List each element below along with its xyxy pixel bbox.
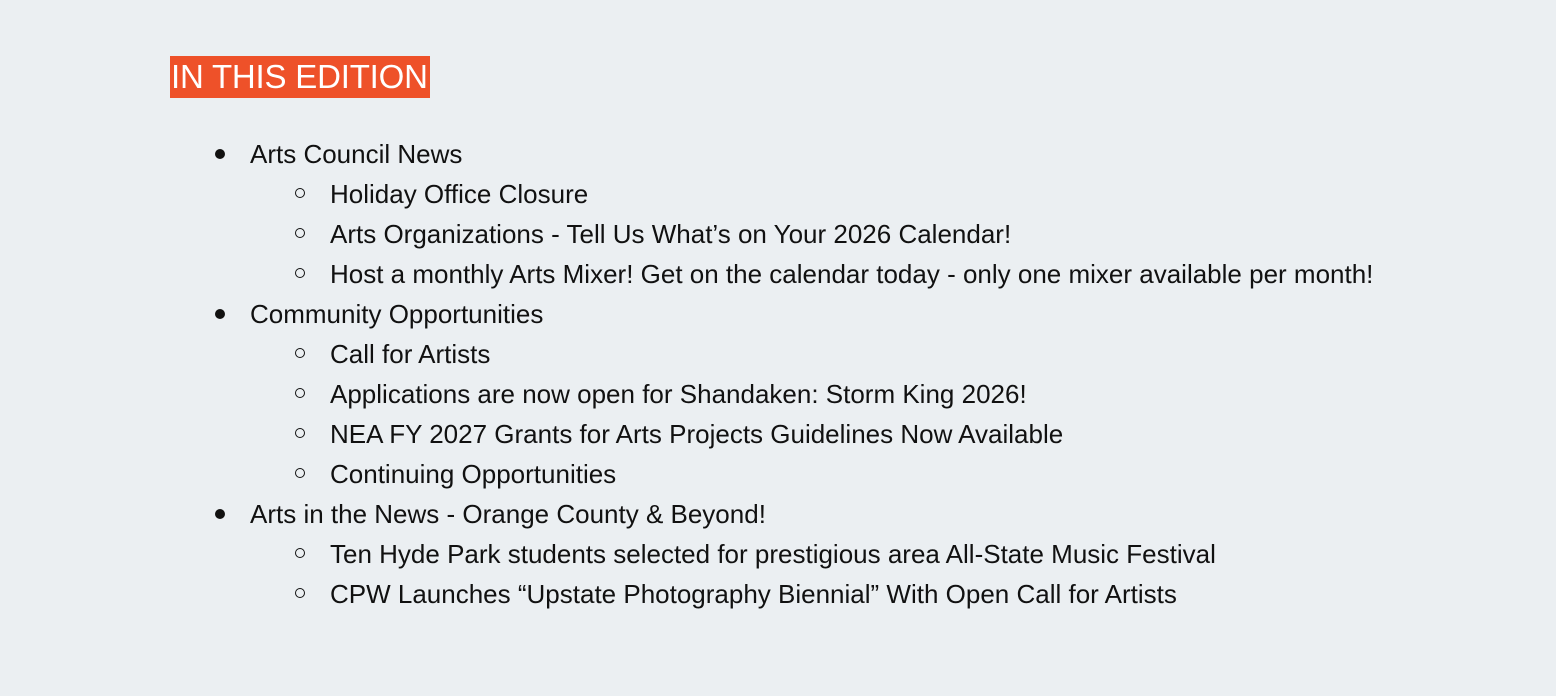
- toc-link-shandaken-storm-king[interactable]: Applications are now open for Shandaken: Storm King 2026!: [330, 379, 1027, 409]
- toc-link-holiday-office-closure[interactable]: Holiday Office Closure: [330, 179, 589, 209]
- toc-link-nea-grants[interactable]: NEA FY 2027 Grants for Arts Projects Guidelines Now Available: [330, 419, 1064, 449]
- toc-link-arts-mixer[interactable]: Host a monthly Arts Mixer! Get on the calendar today - only one mixer available per month!: [330, 259, 1374, 289]
- toc-section-arts-council-news: [250, 134, 1400, 294]
- list-item: [330, 574, 1400, 614]
- toc-link-call-for-artists[interactable]: Call for Artists: [330, 339, 491, 369]
- toc-link-cpw-photography-biennial[interactable]: CPW Launches “Upstate Photography Biennial” With Open Call for Artists: [330, 579, 1177, 609]
- list-item: [330, 454, 1400, 494]
- list-item: [330, 414, 1400, 454]
- table-of-contents: [250, 134, 1400, 614]
- list-item: [330, 174, 1400, 214]
- subsection-list: [250, 174, 1400, 294]
- list-item: [330, 374, 1400, 414]
- list-item: [330, 254, 1400, 294]
- toc-section-arts-in-the-news: [250, 494, 1400, 614]
- section-link-community-opportunities[interactable]: Community Opportunities: [250, 299, 544, 329]
- section-link-arts-in-the-news[interactable]: Arts in the News - Orange County & Beyond!: [250, 499, 766, 529]
- toc-link-arts-organizations-calendar[interactable]: Arts Organizations - Tell Us What’s on Your 2026 Calendar!: [330, 219, 1012, 249]
- section-link-arts-council-news[interactable]: Arts Council News: [250, 139, 463, 169]
- subsection-list: [250, 534, 1400, 614]
- edition-heading: IN THIS EDITION: [170, 56, 430, 98]
- subsection-list: [250, 334, 1400, 494]
- list-item: [330, 534, 1400, 574]
- list-item: [330, 214, 1400, 254]
- toc-link-continuing-opportunities[interactable]: Continuing Opportunities: [330, 459, 617, 489]
- toc-section-community-opportunities: [250, 294, 1400, 494]
- list-item: [330, 334, 1400, 374]
- toc-link-hyde-park-students[interactable]: Ten Hyde Park students selected for prestigious area All-State Music Festival: [330, 539, 1216, 569]
